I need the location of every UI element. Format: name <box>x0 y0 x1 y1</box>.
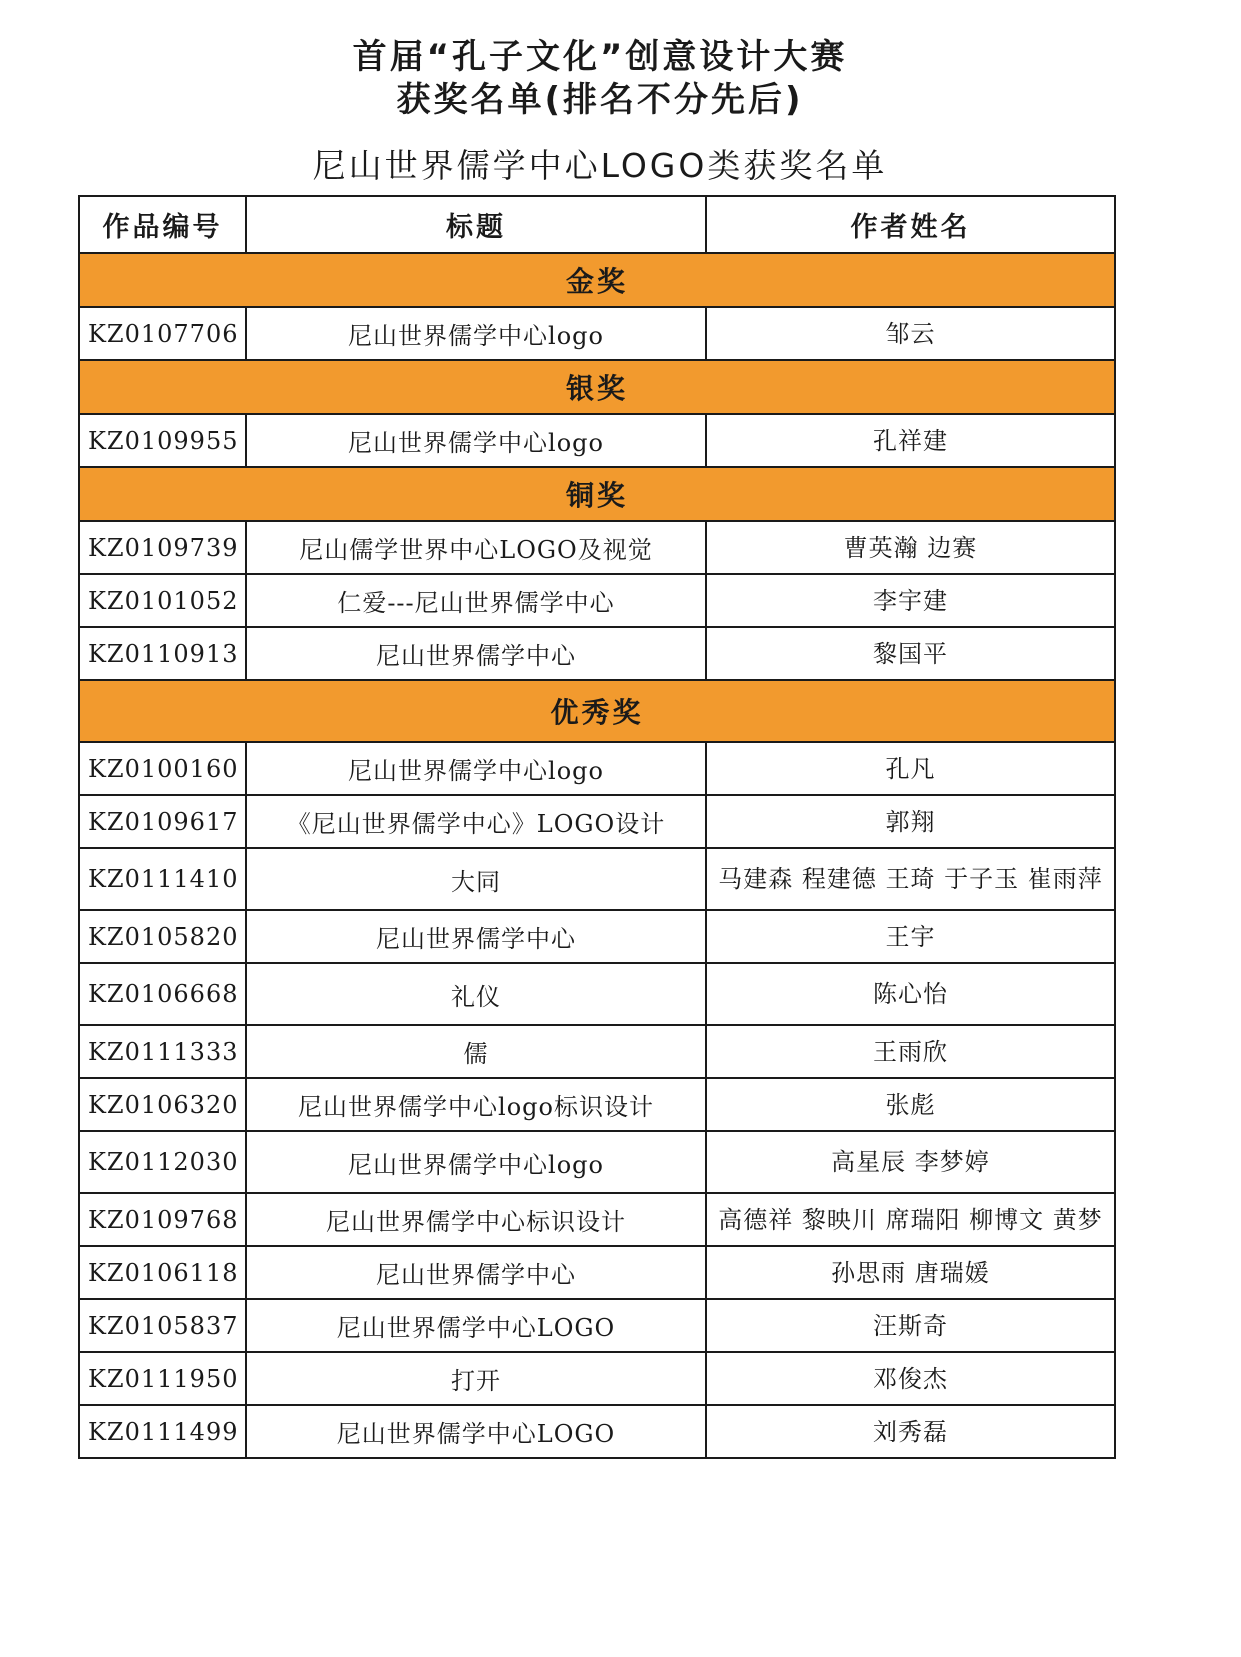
entry-id-cell: KZ0109955 <box>79 414 246 467</box>
table-row <box>79 1025 1115 1078</box>
table-row <box>79 742 1115 795</box>
entry-id-cell: KZ0111410 <box>79 848 246 910</box>
table-row <box>79 307 1115 360</box>
entry-title-cell: 尼山世界儒学中心LOGO <box>246 1405 706 1458</box>
entry-author-cell: 刘秀磊 <box>706 1405 1115 1458</box>
entry-id-cell: KZ0106320 <box>79 1078 246 1131</box>
document-title <box>0 36 1200 122</box>
entry-title-cell: 尼山儒学世界中心LOGO及视觉 <box>246 521 706 574</box>
entry-title-cell: 尼山世界儒学中心 <box>246 910 706 963</box>
table-row <box>79 963 1115 1025</box>
entry-title-cell: 仁爱---尼山世界儒学中心 <box>246 574 706 627</box>
awards-table <box>78 195 1116 1459</box>
entry-title-cell: 尼山世界儒学中心logo <box>246 742 706 795</box>
column-header-author: 作者姓名 <box>706 196 1115 253</box>
entry-id-cell: KZ0106118 <box>79 1246 246 1299</box>
entry-id-cell: KZ0109617 <box>79 795 246 848</box>
table-row <box>79 910 1115 963</box>
table-caption: 尼山世界儒学中心LOGO类获奖名单 <box>312 146 888 185</box>
entry-author-cell: 李宇建 <box>706 574 1115 627</box>
table-row <box>79 1246 1115 1299</box>
entry-title-cell: 打开 <box>246 1352 706 1405</box>
entry-id-cell: KZ0110913 <box>79 627 246 680</box>
awards-body <box>79 253 1115 1458</box>
entry-author-cell: 黎国平 <box>706 627 1115 680</box>
entry-id-cell: KZ0105837 <box>79 1299 246 1352</box>
table-row <box>79 1131 1115 1193</box>
entry-id-cell: KZ0109739 <box>79 521 246 574</box>
table-row <box>79 414 1115 467</box>
entry-id-cell: KZ0111333 <box>79 1025 246 1078</box>
entry-title-cell: 尼山世界儒学中心LOGO <box>246 1299 706 1352</box>
entry-title-cell: 礼仪 <box>246 963 706 1025</box>
entry-title-cell: 《尼山世界儒学中心》LOGO设计 <box>246 795 706 848</box>
entry-author-cell: 王雨欣 <box>706 1025 1115 1078</box>
table-row <box>79 521 1115 574</box>
entry-id-cell: KZ0101052 <box>79 574 246 627</box>
entry-title-cell: 尼山世界儒学中心logo <box>246 1131 706 1193</box>
entry-author-cell: 曹英瀚 边赛 <box>706 521 1115 574</box>
table-row <box>79 1299 1115 1352</box>
table-row <box>79 627 1115 680</box>
title-line-2: 获奖名单(排名不分先后) <box>396 80 804 120</box>
entry-author-cell: 孔凡 <box>706 742 1115 795</box>
table-row <box>79 1352 1115 1405</box>
entry-author-cell: 郭翔 <box>706 795 1115 848</box>
entry-author-cell: 孔祥建 <box>706 414 1115 467</box>
entry-title-cell: 尼山世界儒学中心logo <box>246 414 706 467</box>
entry-title-cell: 尼山世界儒学中心 <box>246 1246 706 1299</box>
category-label: 金奖 <box>79 253 1115 307</box>
entry-author-cell: 高星辰 李梦婷 <box>706 1131 1115 1193</box>
category-label: 优秀奖 <box>79 680 1115 742</box>
entry-author-cell: 邓俊杰 <box>706 1352 1115 1405</box>
entry-title-cell: 尼山世界儒学中心标识设计 <box>246 1193 706 1246</box>
entry-author-cell: 陈心怡 <box>706 963 1115 1025</box>
category-label: 铜奖 <box>79 467 1115 521</box>
entry-author-cell: 邹云 <box>706 307 1115 360</box>
entry-title-cell: 儒 <box>246 1025 706 1078</box>
column-header-id: 作品编号 <box>79 196 246 253</box>
entry-author-cell: 汪斯奇 <box>706 1299 1115 1352</box>
entry-title-cell: 大同 <box>246 848 706 910</box>
category-row <box>79 467 1115 521</box>
category-row <box>79 680 1115 742</box>
header-row <box>79 196 1115 253</box>
entry-id-cell: KZ0111499 <box>79 1405 246 1458</box>
entry-title-cell: 尼山世界儒学中心logo标识设计 <box>246 1078 706 1131</box>
entry-id-cell: KZ0112030 <box>79 1131 246 1193</box>
entry-author-cell: 张彪 <box>706 1078 1115 1131</box>
table-row <box>79 1405 1115 1458</box>
entry-title-cell: 尼山世界儒学中心logo <box>246 307 706 360</box>
column-header-title: 标题 <box>246 196 706 253</box>
title-line-1: 首届“孔子文化”创意设计大赛 <box>352 37 848 77</box>
table-row <box>79 1078 1115 1131</box>
category-row <box>79 253 1115 307</box>
entry-author-cell: 王宇 <box>706 910 1115 963</box>
entry-title-cell: 尼山世界儒学中心 <box>246 627 706 680</box>
category-label: 银奖 <box>79 360 1115 414</box>
entry-id-cell: KZ0111950 <box>79 1352 246 1405</box>
entry-id-cell: KZ0100160 <box>79 742 246 795</box>
entry-author-cell: 孙思雨 唐瑞媛 <box>706 1246 1115 1299</box>
entry-id-cell: KZ0109768 <box>79 1193 246 1246</box>
entry-id-cell: KZ0107706 <box>79 307 246 360</box>
entry-id-cell: KZ0105820 <box>79 910 246 963</box>
table-row <box>79 574 1115 627</box>
entry-author-cell: 马建森 程建德 王琦 于子玉 崔雨萍 <box>706 848 1115 910</box>
table-row <box>79 1193 1115 1246</box>
entry-author-cell: 高德祥 黎映川 席瑞阳 柳博文 黄梦 <box>706 1193 1115 1246</box>
table-row <box>79 795 1115 848</box>
entry-id-cell: KZ0106668 <box>79 963 246 1025</box>
table-row <box>79 848 1115 910</box>
category-row <box>79 360 1115 414</box>
